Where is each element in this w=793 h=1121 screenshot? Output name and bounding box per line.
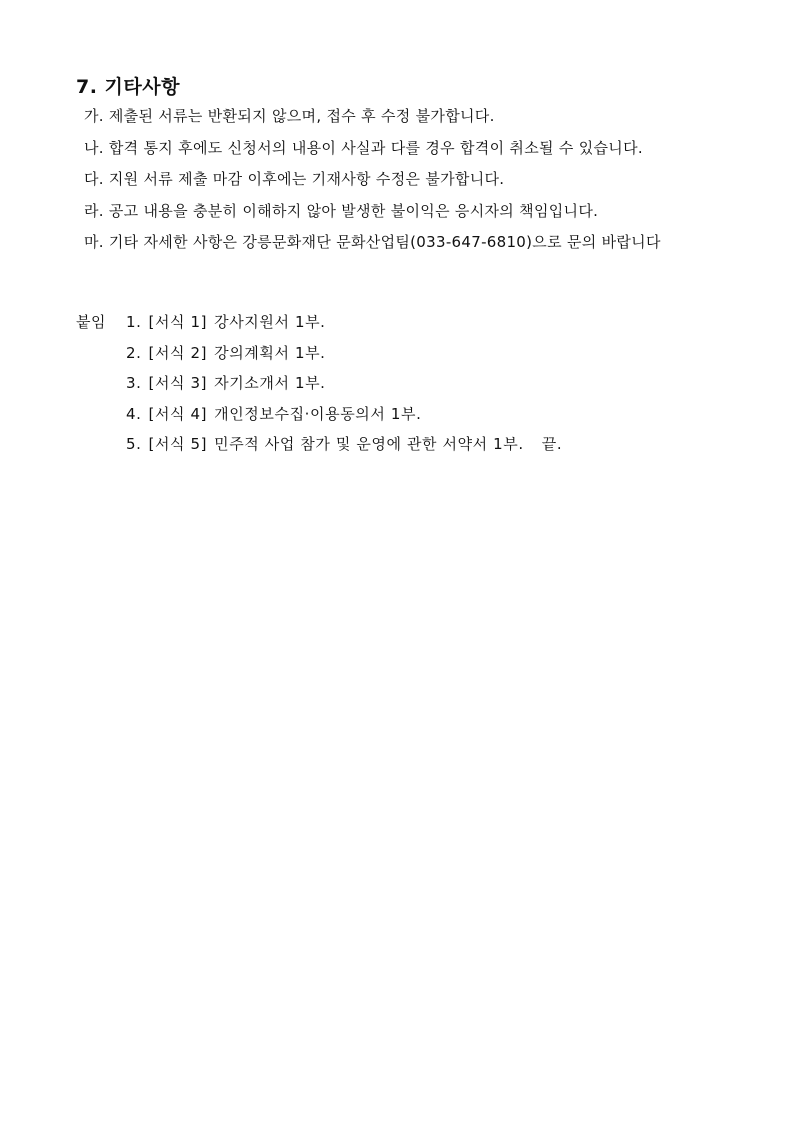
note-item [84,104,661,136]
attachment-form: [서식 1] [148,313,208,331]
attachment-text: 강사지원서 1부. [214,313,326,331]
note-marker: 마. [84,233,104,251]
attachment-number: 5. [126,435,142,453]
note-item [84,199,661,231]
attachment-item [126,310,562,341]
notes-list [84,104,661,262]
attachment-item [126,341,562,372]
attachment-form: [서식 4] [148,404,208,423]
attachments-label: 붙임 [76,313,106,331]
note-text: 기타 자세한 사항은 강릉문화재단 문화산업팀(033-647-6810)으로 문의 바랍니다 [108,233,661,251]
attachment-form: [서식 2] [148,343,208,362]
attachment-number: 4. [126,404,142,423]
attachment-item [126,402,562,433]
section-title: 7. 기타사항 [76,76,180,98]
attachment-text: 강의계획서 1부. [214,343,326,362]
attachment-form: [서식 3] [148,374,208,392]
attachment-number: 2. [126,343,142,362]
note-item [84,230,661,262]
attachment-number: 1. [126,313,142,331]
note-marker: 나. [84,138,104,157]
note-text: 제출된 서류는 반환되지 않으며, 접수 후 수정 불가합니다. [108,107,495,125]
note-text: 합격 통지 후에도 신청서의 내용이 사실과 다를 경우 합격이 취소될 수 있습니다. [108,138,643,157]
note-text: 공고 내용을 충분히 이해하지 않아 발생한 불이익은 응시자의 책임입니다. [108,201,599,220]
attachment-text: 민주적 사업 참가 및 운영에 관한 서약서 1부. [214,435,524,453]
attachment-item [126,371,562,402]
end-mark: 끝. [541,435,563,453]
note-text: 지원 서류 제출 마감 이후에는 기재사항 수정은 불가합니다. [108,170,505,188]
attachment-text: 자기소개서 1부. [214,374,326,392]
attachment-number: 3. [126,374,142,392]
attachment-text: 개인정보수집·이용동의서 1부. [214,404,422,423]
attachment-form: [서식 5] [148,435,208,453]
note-marker: 라. [84,201,104,220]
attachment-item [126,432,562,463]
attachments-list [126,310,562,463]
note-marker: 다. [84,170,104,188]
note-item [84,167,661,199]
note-marker: 가. [84,107,104,125]
note-item [84,136,661,168]
